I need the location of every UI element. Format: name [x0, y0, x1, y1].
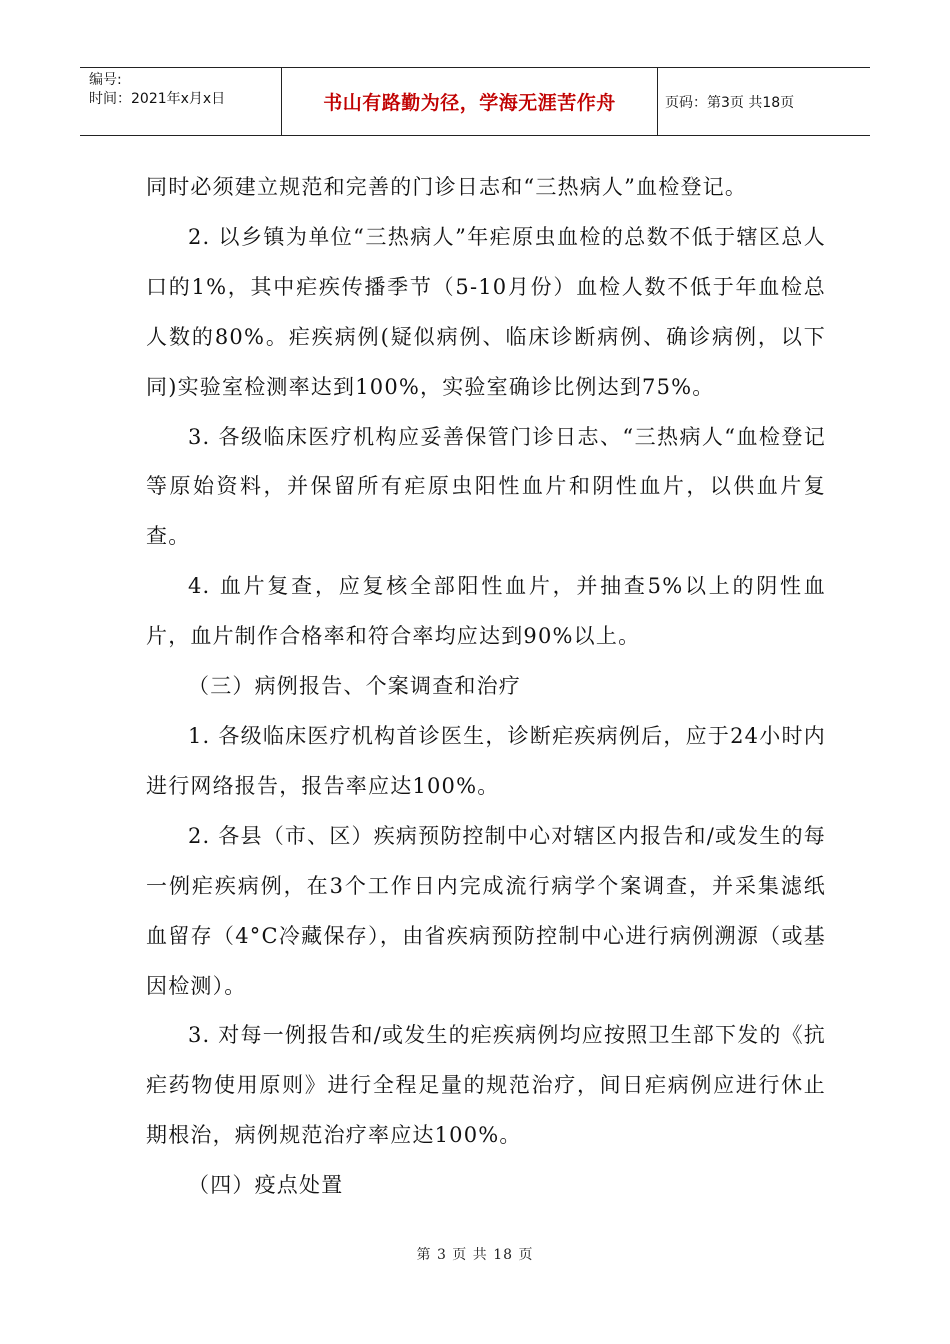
paragraph: 1. 各级临床医疗机构首诊医生，诊断疟疾病例后，应于24小时内进行网络报告，报告率应达100%。 [146, 723, 826, 798]
header-meta [80, 68, 282, 135]
section-heading: （三）病例报告、个案调查和治疗 [188, 674, 521, 699]
document-body [146, 163, 826, 1211]
page-header [80, 67, 870, 136]
header-page-info: 页码：第3页 共18页 [665, 94, 795, 111]
paragraph: 3. 对每一例报告和/或发生的疟疾病例均应按照卫生部下发的《抗疟药物使用原则》进行全程足量的规范治疗，间日疟病例应进行休止期根治，病例规范治疗率应达100%。 [146, 1023, 826, 1148]
document-number-label: 编号: [89, 72, 122, 88]
paragraph: 3. 各级临床医疗机构应妥善保管门诊日志、“三热病人“血检登记等原始资料，并保留所有疟原虫阳性血片和阴性血片，以供血片复查。 [146, 424, 826, 549]
document-time-label: 时间：2021年x月x日 [89, 91, 226, 107]
paragraph: 2. 各县（市、区）疾病预防控制中心对辖区内报告和/或发生的每一例疟疾病例，在3个工作日内完成流行病学个案调查，并采集滤纸血留存（4°C冷藏保存），由省疾病预防控制中心进行病例溯源（或基因检测）。 [146, 823, 826, 998]
page-footer: 第 3 页 共 18 页 [416, 1247, 534, 1263]
paragraph: 同时必须建立规范和完善的门诊日志和“三热病人”血检登记。 [146, 175, 748, 199]
paragraph: 2. 以乡镇为单位“三热病人”年疟原虫血检的总数不低于辖区总人口的1%，其中疟疾传播季节（5-10月份）血检人数不低于年血检总人数的80%。疟疾病例(疑似病例、临床诊断病例、确诊病例，以下同)实验室检测率达到100%，实验室确诊比例达到75%。 [146, 224, 826, 399]
section-heading: （四）疫点处置 [188, 1173, 344, 1198]
paragraph: 4. 血片复查，应复核全部阳性血片，并抽查5%以上的阴性血片，血片制作合格率和符合率均应达到90%以上。 [146, 574, 826, 649]
header-motto: 书山有路勤为径，学海无涯苦作舟 [282, 68, 658, 135]
